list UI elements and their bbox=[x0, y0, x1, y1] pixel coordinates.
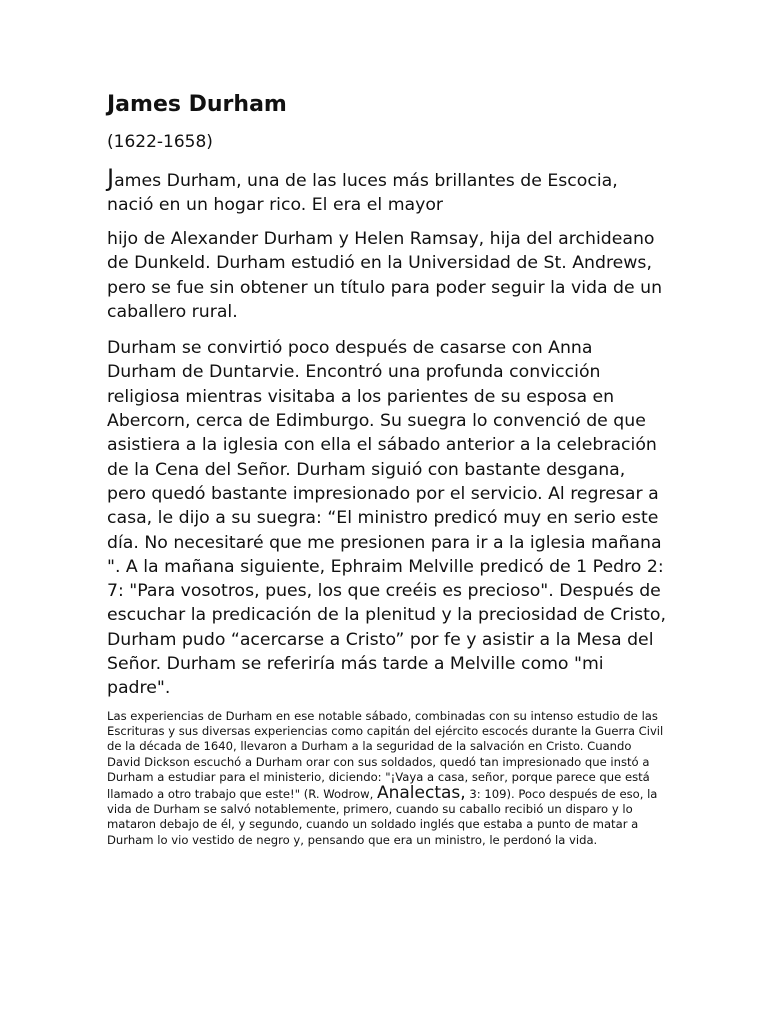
lead-text: ames Durham, una de las luces más brillantes de Escocia, nació en un hogar rico. El era el mayor bbox=[107, 171, 618, 215]
paragraph-military-citation-title: Analectas, bbox=[376, 782, 466, 803]
document-page bbox=[107, 90, 667, 848]
lead-paragraph bbox=[107, 166, 667, 217]
page-title: James Durham bbox=[107, 92, 287, 117]
paragraph-military-text-after: 3: 109). Poco después de eso, la vida de Durham se salvó notablemente, primero, cuando su caballo recibió un disparo y lo mataron debajo de él, y segundo, cuando un soldado inglés que estaba a punto de matar a Durham lo vio vestido de negro y, pensando que era un ministro, le perdonó la vida. bbox=[107, 786, 658, 847]
paragraph-military-text-before: Las experiencias de Durham en ese notable sábado, combinadas con su intenso estudio de las Escrituras y sus diversas experiencias como capitán del ejército escocés durante la Guerra Civil de la década de 1640, llevaron a Durham a la seguridad de la salvación en Cristo. Cuando David Dickson escuchó a Durham orar con sus soldados, quedó tan impresionado que instó a Durham a estudiar para el ministerio, diciendo: "¡Vaya a casa, señor, porque parece que está llamado a otro trabajo que este!" (R. Wodrow, bbox=[107, 708, 664, 801]
paragraph-conversion: Durham se convirtió poco después de casarse con Anna Durham de Duntarvie. Encontró una profunda convicción religiosa mientras visitaba a los parientes de su esposa en Abercorn, cerca de Edimburgo. Su suegra lo convenció de que asistiera a la iglesia con ella el sábado anterior a la celebración de la Cena del Señor. Durham siguió con bastante desgana, pero quedó bastante impresionado por el servicio. Al regresar a casa, le dijo a su suegra: “El ministro predicó muy en serio este día. No necesitaré que me presionen para ir a la iglesia mañana ". A la mañana siguiente, Ephraim Melville predicó de 1 Pedro 2: 7: "Para vosotros, pues, los que creéis es precioso". Después de escuchar la predicación de la plenitud y la preciosidad de Cristo, Durham pudo “acercarse a Cristo” por fe y asistir a la Mesa del Señor. Durham se referiría más tarde a Melville como "mi padre". bbox=[107, 338, 666, 699]
drop-cap: J bbox=[107, 164, 115, 192]
paragraph-family: hijo de Alexander Durham y Helen Ramsay, hija del archideano de Dunkeld. Durham estudió en la Universidad de St. Andrews, pero se fue sin obtener un título para poder seguir la vida de un caballero rural. bbox=[107, 229, 663, 322]
paragraph-military bbox=[107, 709, 667, 849]
life-dates: (1622-1658) bbox=[107, 132, 213, 152]
